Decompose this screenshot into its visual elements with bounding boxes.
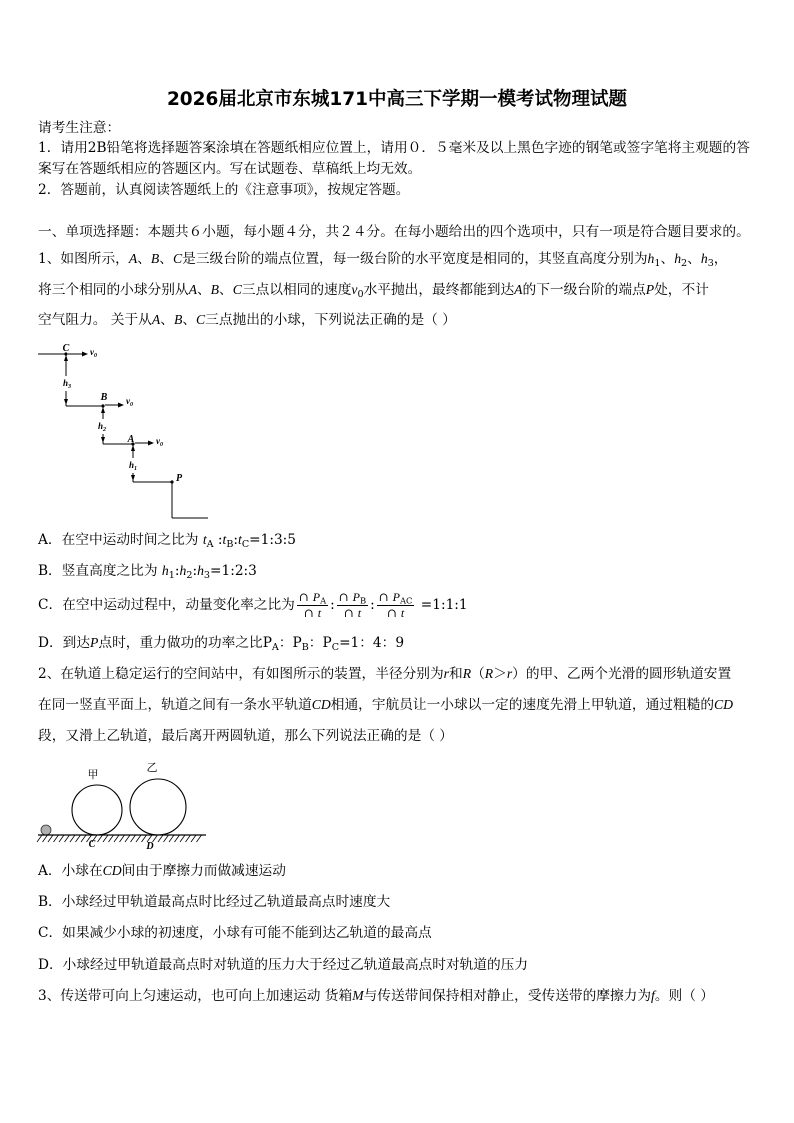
ground-hatch-line [125, 835, 130, 842]
height-subscript: 1 [134, 466, 138, 472]
text-run: ∩ [387, 606, 401, 620]
dimension-arrowhead [64, 399, 68, 405]
velocity-arrowhead [82, 352, 88, 357]
question-3-stem-line [38, 986, 714, 1006]
ground-hatch-line [76, 835, 81, 842]
dimension-arrowhead [131, 445, 135, 451]
notice-item: 2．答题前，认真阅读答题纸上的《注意事项》，按规定答题。 [38, 182, 410, 198]
label-point-b: B [100, 392, 108, 403]
text-run: ： [308, 635, 323, 651]
text-run: ∩ [338, 590, 353, 604]
text-run: : [192, 563, 198, 579]
math-variable: R [462, 666, 472, 681]
text-run: 、 [219, 282, 233, 298]
text-run: =1:1:1 [416, 597, 468, 613]
question-1-stem-line [38, 310, 456, 330]
math-variable: B [150, 251, 160, 266]
text-run: ∩ [378, 590, 393, 604]
ground-hatch-line [37, 835, 42, 842]
math-variable: f [651, 988, 655, 1003]
math-variable: v [351, 282, 358, 297]
math-variable: B [210, 282, 220, 297]
circular-tracks-figure [30, 755, 215, 855]
text-run: 将三个相同的小球分别从 [38, 282, 189, 298]
ground-hatch-line [180, 835, 185, 842]
ground-hatch-line [169, 835, 174, 842]
subscript: A [271, 641, 279, 653]
question-2-option-c [38, 923, 432, 943]
ground-hatch-line [186, 835, 191, 842]
text-run: 2、在轨道上稳定运行的空间站中，有如图所示的装置，半径分别为 [38, 666, 444, 682]
velocity-symbol: v [126, 396, 130, 406]
fraction [297, 590, 328, 621]
text-run: ∩ [343, 606, 358, 620]
label-height-h2 [98, 421, 106, 433]
math-variable: CD [714, 697, 734, 712]
text-run: B．竖直高度之比为 [38, 563, 162, 579]
ground-hatch-line [164, 835, 169, 842]
text-run: ： [278, 635, 293, 651]
text-run: 间由于摩擦力而做减速运动 [121, 863, 286, 879]
text-run: A．小球在 [38, 863, 103, 879]
math-variable: h [179, 563, 187, 578]
text-run: 3、传送带可向上匀速运动，也可向上加速运动 货箱 [38, 988, 353, 1004]
height-subscript: 3 [68, 384, 72, 390]
ground-hatch-line [65, 835, 70, 842]
dimension-arrowhead [64, 355, 68, 361]
math-variable: t [357, 606, 362, 620]
label-height-h1 [129, 460, 137, 472]
math-variable: A [151, 312, 161, 327]
point-p-dot [170, 480, 173, 483]
math-variable: t [222, 532, 227, 547]
text-run: 点时，重力做功的功率之比 [98, 635, 263, 651]
question-1-option-a [38, 530, 296, 550]
math-variable: A [128, 251, 138, 266]
velocity-subscript: 0 [160, 442, 163, 448]
text-run: 空气阻力。 关于从 [38, 312, 152, 328]
math-variable: M [352, 988, 364, 1003]
subscript: B [359, 595, 367, 606]
ground-hatch-line [131, 835, 136, 842]
ground-hatch-line [59, 835, 64, 842]
text-run: ∩ [303, 606, 318, 620]
text-run: =1:2:3 [210, 563, 257, 579]
fraction-numerator [337, 590, 368, 606]
ground-hatch-line [54, 835, 59, 842]
subscript: 3 [203, 569, 211, 581]
text-run: ∩ [298, 590, 313, 604]
text-run: 、 [137, 251, 151, 267]
math-variable: h [161, 563, 169, 578]
math-variable: r [443, 666, 449, 681]
math-variable: C [196, 312, 206, 327]
label-point-c: C [88, 839, 96, 850]
text-run: 与传送带间保持相对静止，受传送带的摩擦力为 [363, 988, 652, 1004]
fraction-numerator [297, 590, 328, 606]
math-variable: t [400, 606, 405, 620]
ground-hatch-line [48, 835, 53, 842]
subscript: B [301, 641, 309, 653]
question-2-stem-line [38, 726, 453, 746]
subscript: 1 [168, 569, 175, 581]
fraction [337, 590, 368, 621]
ground-hatch-line [109, 835, 114, 842]
math-variable: C [173, 251, 183, 266]
point-b-dot [101, 404, 104, 407]
dimension-arrowhead [101, 437, 105, 443]
math-variable: r [506, 666, 513, 681]
question-2-option-d [38, 955, 528, 975]
small-ball [41, 825, 51, 835]
fraction [377, 590, 415, 621]
text-run: 三点以相同的速度 [241, 282, 352, 298]
label-point-p: P [176, 473, 183, 484]
question-2-option-b [38, 892, 390, 912]
question-2-stem-line [38, 695, 733, 715]
text-run: 相通，宇航员让一小球以一定的速度先滑上甲轨道，通过粗糙的 [330, 697, 715, 713]
math-variable: CD [102, 863, 122, 878]
label-point-c: C [62, 343, 70, 354]
label-track-yi: 乙 [146, 761, 158, 774]
ground-hatch-line [197, 835, 202, 842]
notice-heading: 请考生注意： [38, 120, 121, 136]
fraction-denominator [385, 606, 406, 621]
text-run: D．到达 [38, 635, 91, 651]
math-variable: t [317, 606, 322, 620]
subscript: 2 [681, 257, 688, 269]
text-run: 、 [182, 312, 197, 328]
ground-hatch-line [114, 835, 119, 842]
math-variable: h [674, 251, 682, 266]
height-symbol: h [63, 378, 69, 388]
subscript: 3 [707, 257, 714, 269]
text-run: 三点抛出的小球，下列说法正确的是（ ） [205, 312, 456, 328]
text-run: : [233, 532, 238, 548]
text-run: 、 [159, 251, 173, 267]
notice-item: 1．请用2B铅笔将选择题答案涂填在答题纸相应位置上，请用０．５毫米及以上黑色字迹的钢笔或签字笔将主观题的答 [38, 140, 750, 156]
math-variable: B [173, 312, 183, 327]
math-variable: R [484, 666, 494, 681]
text-run: 处，不计 [654, 282, 709, 298]
question-1-stem-line [38, 249, 728, 269]
ground-hatching [37, 835, 202, 842]
math-variable: P [645, 282, 655, 297]
text-run: C．在空中运动过程中，动量变化率之比为 [38, 597, 295, 613]
question-1-option-c [38, 588, 468, 622]
math-variable: P [352, 590, 360, 604]
text-run: 。则（ ） [654, 988, 714, 1004]
subscript: 2 [186, 569, 193, 581]
velocity-arrowhead [148, 441, 154, 446]
math-variable: A [188, 282, 197, 297]
dimension-arrowhead [131, 475, 135, 481]
label-velocity-b [126, 396, 133, 408]
question-2-stem-line [38, 664, 731, 684]
velocity-subscript: 0 [130, 402, 133, 408]
track-yi-circle [130, 779, 186, 835]
text-run: A．在空中运动时间之比为 [38, 532, 203, 548]
text-run: ＞ [493, 666, 507, 682]
ground-hatch-line [136, 835, 141, 842]
subscript: A [206, 538, 214, 550]
question-1-stem-line [38, 280, 709, 300]
fraction-denominator [302, 606, 323, 621]
math-variable: P [90, 635, 99, 650]
text-run: 的下一级台阶的端点 [522, 282, 646, 298]
ground-hatch-line [103, 835, 108, 842]
text-run: =1:3:5 [249, 532, 296, 548]
section-heading: 一、单项选择题：本题共６小题，每小题４分，共２４分。在每小题给出的四个选项中，只有一项是符合题目要求的。 [38, 224, 750, 240]
text-run: D．小球经过甲轨道最高点时对轨道的压力大于经过乙轨道最高点时对轨道的压力 [38, 957, 529, 973]
math-variable: A [514, 282, 523, 297]
velocity-arrowhead [118, 403, 124, 408]
subscript: 1 [654, 257, 661, 269]
math-variable: t [202, 532, 207, 547]
math-variable: C [232, 282, 242, 297]
height-subscript: 2 [103, 427, 107, 433]
subscript: 0 [357, 288, 364, 300]
math-variable: P [312, 590, 321, 604]
text-run: 1、如图所示， [38, 251, 129, 267]
text-run: =1：4：9 [339, 635, 405, 651]
height-symbol: h [98, 421, 104, 431]
ground-hatch-line [81, 835, 86, 842]
ground-hatch-line [120, 835, 125, 842]
fraction-numerator [377, 590, 415, 606]
math-symbol: P [322, 635, 332, 651]
velocity-subscript: 0 [94, 353, 97, 359]
label-point-a: A [127, 434, 135, 445]
ground-hatch-line [191, 835, 196, 842]
text-run: 在同一竖直平面上，轨道之间有一条水平轨道 [38, 697, 312, 713]
math-symbol: P [292, 635, 302, 651]
text-run: 是三级台阶的端点位置，每一级台阶的水平宽度是相同的，其竖直高度分别为 [182, 251, 648, 267]
text-run: 水平抛出，最终都能到达 [363, 282, 515, 298]
fraction-denominator [342, 606, 363, 621]
text-run: : [213, 532, 223, 548]
math-variable: h [647, 251, 655, 266]
question-1-option-b [38, 561, 257, 581]
height-symbol: h [129, 460, 135, 470]
text-run: 段，又滑上乙轨道，最后离开两圆轨道，那么下列说法正确的是（ ） [38, 728, 453, 744]
label-velocity-c [90, 347, 97, 359]
label-velocity-a [156, 436, 163, 448]
dimension-arrowhead [101, 407, 105, 413]
text-run: : [370, 597, 375, 613]
text-run: B．小球经过甲轨道最高点时比经过乙轨道最高点时速度大 [38, 894, 391, 910]
ground-hatch-line [175, 835, 180, 842]
subscript: B [226, 538, 234, 550]
text-run: ， [713, 251, 728, 267]
math-variable: h [700, 251, 708, 266]
subscript: A [320, 595, 327, 606]
label-height-h3 [63, 378, 71, 390]
label-point-d: D [146, 841, 154, 852]
question-1-option-d [38, 633, 404, 653]
subscript: C [241, 538, 250, 550]
text-run: 、 [687, 251, 701, 267]
math-variable: P [392, 590, 400, 604]
question-2-option-a [38, 861, 286, 881]
text-run: C．如果减少小球的初速度，小球有可能不能到达乙轨道的最高点 [38, 925, 432, 941]
text-run: : [174, 563, 180, 579]
notice-item: 案写在答题纸相应的答题区内。写在试题卷、草稿纸上均无效。 [38, 161, 422, 177]
ground-hatch-line [70, 835, 75, 842]
subscript: AC [399, 595, 413, 606]
subscript: C [331, 641, 340, 653]
ground-hatch-line [43, 835, 48, 842]
math-variable: h [197, 563, 204, 578]
velocity-symbol: v [90, 347, 94, 357]
math-variable: CD [311, 697, 331, 712]
text-run: ）的甲、乙两个光滑的圆形轨道安置 [512, 666, 732, 682]
text-run: 、 [160, 312, 174, 328]
text-run: 、 [660, 251, 675, 267]
text-run: （ [471, 666, 485, 682]
ground-hatch-line [98, 835, 103, 842]
math-variable: t [238, 532, 242, 547]
ground-hatch-line [158, 835, 163, 842]
math-symbol: P [262, 635, 272, 651]
track-jia-circle [72, 785, 122, 835]
label-track-jia: 甲 [87, 768, 99, 781]
exam-title: 2026届北京市东城171中高三下学期一模考试物理试题 [166, 89, 628, 110]
velocity-symbol: v [156, 436, 160, 446]
text-run: : [330, 597, 335, 613]
text-run: 、 [196, 282, 211, 298]
text-run: 和 [448, 666, 463, 682]
staircase-figure [30, 338, 220, 524]
